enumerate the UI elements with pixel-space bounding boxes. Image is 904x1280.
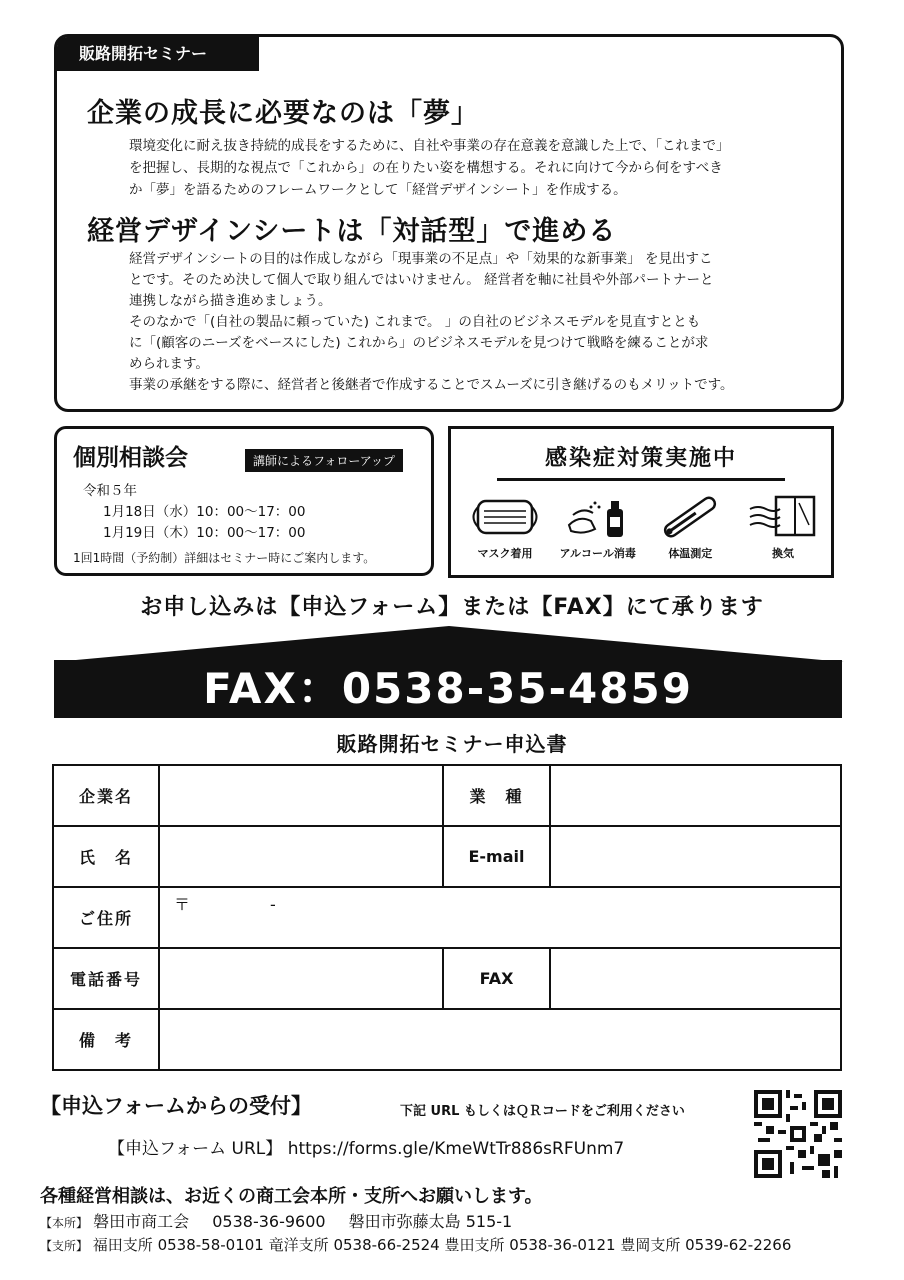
paragraph-line: に「(顧客のニーズをベースにした) これから」のビジネスモデルを見つけて戦略を練ることが求 [129, 335, 709, 351]
branch-name: 豊田支所 [444, 1236, 505, 1254]
consultation-date: 1月18日（水）10：00～17：00 [103, 504, 306, 520]
measure-label: アルコール消毒 [559, 547, 636, 560]
branch-name: 豊岡支所 [620, 1236, 681, 1254]
form-url-label: 【申込フォーム URL】 [108, 1139, 283, 1159]
remarks-label: 備 考 [53, 1009, 159, 1070]
table-row [53, 765, 841, 826]
main-office-phone: 0538-36-9600 [212, 1212, 326, 1231]
heading-dialogue: 経営デザインシートは「対話型」で進める [87, 216, 617, 247]
industry-label: 業 種 [443, 765, 550, 826]
remarks-field[interactable] [159, 1009, 841, 1070]
seminar-tag: 販路開拓セミナー [57, 37, 259, 71]
apply-instructions: お申し込みは【申込フォーム】または【FAX】にて承ります [140, 595, 764, 620]
paragraph-dream [129, 135, 829, 201]
fax-field[interactable] [550, 948, 841, 1009]
phone-field[interactable] [159, 948, 443, 1009]
paragraph-line: を把握し、長期的な視点で「これから」の在りたい姿を構想する。それに向けて今から何をすべき [129, 160, 723, 176]
consultation-box [54, 426, 434, 576]
fax-number-banner: FAX：0538-35-4859 [54, 660, 842, 718]
company-label: 企業名 [53, 765, 159, 826]
paragraph-line: 経営デザインシートの目的は作成しながら「現事業の不足点」や「効果的な新事業」 を見出すこ [129, 251, 713, 267]
main-office-label: 【本所】 [40, 1216, 89, 1230]
main-office-name: 磐田市商工会 [93, 1212, 190, 1231]
phone-label: 電話番号 [53, 948, 159, 1009]
name-field[interactable] [159, 826, 443, 887]
form-title: 販路開拓セミナー申込書 [336, 732, 568, 756]
measure-item [556, 495, 640, 561]
infection-title: 感染症対策実施中 [497, 441, 785, 481]
footer-branches [40, 1234, 791, 1255]
branch-name: 福田支所 [92, 1236, 153, 1254]
mask-icon [468, 495, 542, 539]
consultation-dates [83, 481, 305, 544]
seminar-box [54, 34, 844, 412]
branch-phone: 0538-36-0121 [509, 1236, 616, 1254]
consultation-badge: 講師によるフォローアップ [245, 449, 403, 472]
branch-phone: 0538-58-0101 [157, 1236, 264, 1254]
email-field[interactable] [550, 826, 841, 887]
window-icon [746, 495, 820, 539]
measure-label: 体温測定 [668, 547, 713, 560]
sanitizer-icon [561, 495, 635, 539]
measure-label: マスク着用 [477, 547, 533, 560]
paragraph-line: められます。 [129, 356, 209, 372]
consultation-note: 1回1時間（予約制）詳細はセミナー時にご案内します。 [73, 551, 376, 565]
footer-main-office [40, 1209, 512, 1232]
web-form-title: 【申込フォームからの受付】 [40, 1094, 312, 1118]
application-form [52, 764, 842, 1071]
email-label: E-mail [443, 826, 550, 887]
branch-name: 竜洋支所 [268, 1236, 329, 1254]
postal-mark: 〒 - [174, 895, 276, 914]
measure-item [648, 495, 732, 561]
consultation-title: 個別相談会 [73, 444, 188, 471]
paragraph-line: そのなかで「(自社の製品に頼っていた) これまで。 」の自社のビジネスモデルを見直すととも [129, 314, 701, 330]
paragraph-line: 連携しながら描き進めましょう。 [129, 293, 332, 309]
paragraph-dialogue [129, 249, 829, 396]
qr-code-icon[interactable] [754, 1090, 842, 1178]
table-row [53, 887, 841, 948]
form-url-line [108, 1134, 624, 1159]
table-row [53, 948, 841, 1009]
form-url-link[interactable]: https://forms.gle/KmeWtTr886sRFUnm7 [287, 1139, 625, 1159]
paragraph-line: か「夢」を語るためのフレームワークとして「経営デザインシート」を作成する。 [129, 182, 627, 198]
measure-label: 換気 [771, 547, 794, 560]
paragraph-line: 環境変化に耐え抜き持続的成長をするために、自社や事業の存在意義を意識した上で、「これまで」 [129, 138, 730, 154]
web-form-note: 下記 URL もしくはＱＲコードをご利用ください [400, 1104, 685, 1119]
heading-dream: 企業の成長に必要なのは「夢」 [87, 98, 479, 129]
consultation-era: 令和５年 [83, 483, 137, 499]
company-field[interactable] [159, 765, 443, 826]
infection-icons [463, 495, 825, 561]
branch-phone: 0538-66-2524 [333, 1236, 440, 1254]
consultation-date: 1月19日（木）10：00～17：00 [103, 525, 306, 541]
infection-measures-box [448, 426, 834, 578]
paragraph-line: とです。そのため決して個人で取り組んではいけません。 経営者を軸に社員や外部パートナーと [129, 272, 714, 288]
main-office-address: 磐田市弥藤太島 515-1 [348, 1212, 513, 1231]
footer-title: 各種経営相談は、お近くの商工会本所・支所へお願いします。 [40, 1186, 543, 1207]
thermometer-icon [653, 495, 727, 539]
branch-phone: 0539-62-2266 [685, 1236, 792, 1254]
address-field[interactable] [159, 887, 841, 948]
measure-item [741, 495, 825, 561]
fax-label: FAX [443, 948, 550, 1009]
table-row [53, 826, 841, 887]
paragraph-line: 事業の承継をする際に、経営者と後継者で作成することでスムーズに引き継げるのもメリットです。 [129, 377, 734, 393]
branch-label: 【支所】 [40, 1239, 89, 1253]
measure-item [463, 495, 547, 561]
address-label: ご住所 [53, 887, 159, 948]
fax-roof-shape [54, 626, 844, 662]
table-row [53, 1009, 841, 1070]
industry-field[interactable] [550, 765, 841, 826]
name-label: 氏 名 [53, 826, 159, 887]
